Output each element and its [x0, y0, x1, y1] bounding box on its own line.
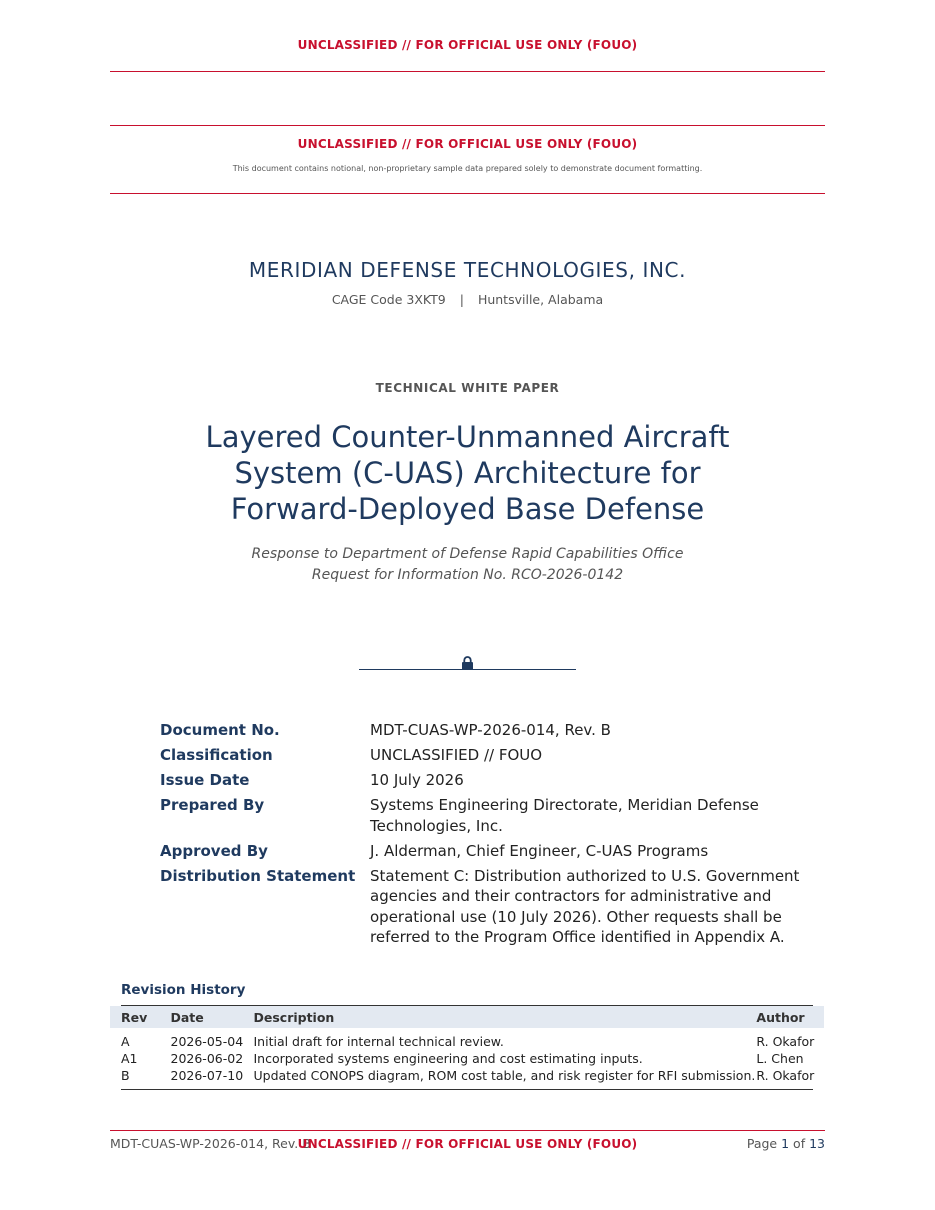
footer-rule — [110, 1130, 825, 1131]
lock-icon — [461, 656, 474, 670]
date-cell: 2026-06-02 — [170, 1051, 244, 1066]
column-header-rev: Rev — [110, 1006, 171, 1028]
document-title — [0, 419, 935, 527]
column-header-date: Date — [171, 1006, 254, 1028]
company-location: Huntsville, Alabama — [477, 292, 604, 307]
cage-separator: | — [459, 292, 464, 307]
company-name: MERIDIAN DEFENSE TECHNOLOGIES, INC. — [248, 258, 687, 282]
metadata-row — [160, 720, 800, 741]
metadata-value: Systems Engineering Directorate, Meridian Defense Technologies, Inc. — [370, 796, 759, 835]
metadata-row — [160, 866, 800, 948]
cover-top-rule — [110, 125, 825, 126]
metadata-row — [160, 841, 800, 862]
table-row — [110, 1028, 824, 1050]
metadata-value: 10 July 2026 — [370, 771, 464, 789]
footer-document-id: MDT-CUAS-WP-2026-014, Rev. B — [110, 1136, 311, 1151]
header-classification-banner: UNCLASSIFIED // FOR OFFICIAL USE ONLY (FOUO) — [297, 38, 638, 52]
column-header-author: Author — [756, 1006, 824, 1028]
table-bottom-rule — [121, 1089, 813, 1090]
rev-cell: A1 — [121, 1051, 138, 1066]
page-current: 1 — [781, 1136, 790, 1151]
description-cell: Updated CONOPS diagram, ROM cost table, and risk register for RFI submission. — [253, 1068, 756, 1083]
document-subtitle — [0, 544, 935, 586]
rev-cell: B — [121, 1068, 130, 1083]
description-cell: Initial draft for internal technical review. — [253, 1034, 504, 1049]
column-header-description: Description — [253, 1006, 756, 1028]
description-cell: Incorporated systems engineering and cost estimating inputs. — [253, 1051, 643, 1066]
revision-history-heading: Revision History — [121, 982, 246, 998]
company-cage-line — [0, 292, 935, 307]
document-metadata — [160, 720, 800, 952]
metadata-row — [160, 770, 800, 791]
metadata-label: Prepared By — [160, 796, 265, 814]
table-row — [110, 1067, 824, 1084]
author-cell: R. Okafor — [756, 1068, 815, 1083]
metadata-row — [160, 795, 800, 836]
page-total: 13 — [809, 1136, 825, 1151]
subtitle-line: Response to Department of Defense Rapid Capabilities Office — [251, 546, 684, 562]
author-cell: L. Chen — [756, 1051, 804, 1066]
document-type: TECHNICAL WHITE PAPER — [375, 381, 560, 395]
title-line: Forward-Deployed Base Defense — [230, 492, 705, 526]
metadata-row — [160, 745, 800, 766]
cover-classification-banner: UNCLASSIFIED // FOR OFFICIAL USE ONLY (FOUO) — [297, 137, 638, 151]
metadata-value: MDT-CUAS-WP-2026-014, Rev. B — [370, 721, 611, 739]
page-prefix: Page — [746, 1136, 778, 1151]
page-of: of — [793, 1136, 806, 1151]
cage-code: CAGE Code 3XKT9 — [331, 292, 446, 307]
footer-page-number — [747, 1136, 825, 1151]
title-line: Layered Counter-Unmanned Aircraft — [205, 420, 730, 454]
metadata-label: Document No. — [160, 721, 280, 739]
cover-bottom-rule — [110, 193, 825, 194]
subtitle-line: Request for Information No. RCO-2026-0142 — [311, 567, 624, 583]
table-row — [110, 1050, 824, 1067]
metadata-label: Classification — [160, 746, 273, 764]
date-cell: 2026-07-10 — [170, 1068, 244, 1083]
metadata-label: Issue Date — [160, 771, 250, 789]
sample-data-notice: This document contains notional, non-proprietary sample data prepared solely to demonstrate document formatting. — [232, 164, 703, 173]
metadata-label: Approved By — [160, 841, 268, 860]
metadata-value: J. Alderman, Chief Engineer, C-UAS Programs — [370, 841, 709, 860]
author-cell: R. Okafor — [756, 1034, 815, 1049]
date-cell: 2026-05-04 — [170, 1034, 244, 1049]
footer-classification-banner: UNCLASSIFIED // FOR OFFICIAL USE ONLY (FOUO) — [297, 1137, 638, 1151]
metadata-value: UNCLASSIFIED // FOUO — [370, 746, 543, 764]
table-header-row — [110, 1006, 824, 1028]
title-line: System (C-UAS) Architecture for — [234, 456, 701, 490]
rev-cell: A — [121, 1034, 130, 1049]
metadata-label: Distribution Statement — [160, 866, 356, 885]
revision-history-table — [110, 1006, 824, 1084]
metadata-value: Statement C: Distribution authorized to U.S. Government agencies and their contractors for administrative and operational use (10 July 2026). Other requests shall be referred to the Program Office identified in Appendix A. — [370, 866, 800, 946]
header-rule — [110, 71, 825, 72]
